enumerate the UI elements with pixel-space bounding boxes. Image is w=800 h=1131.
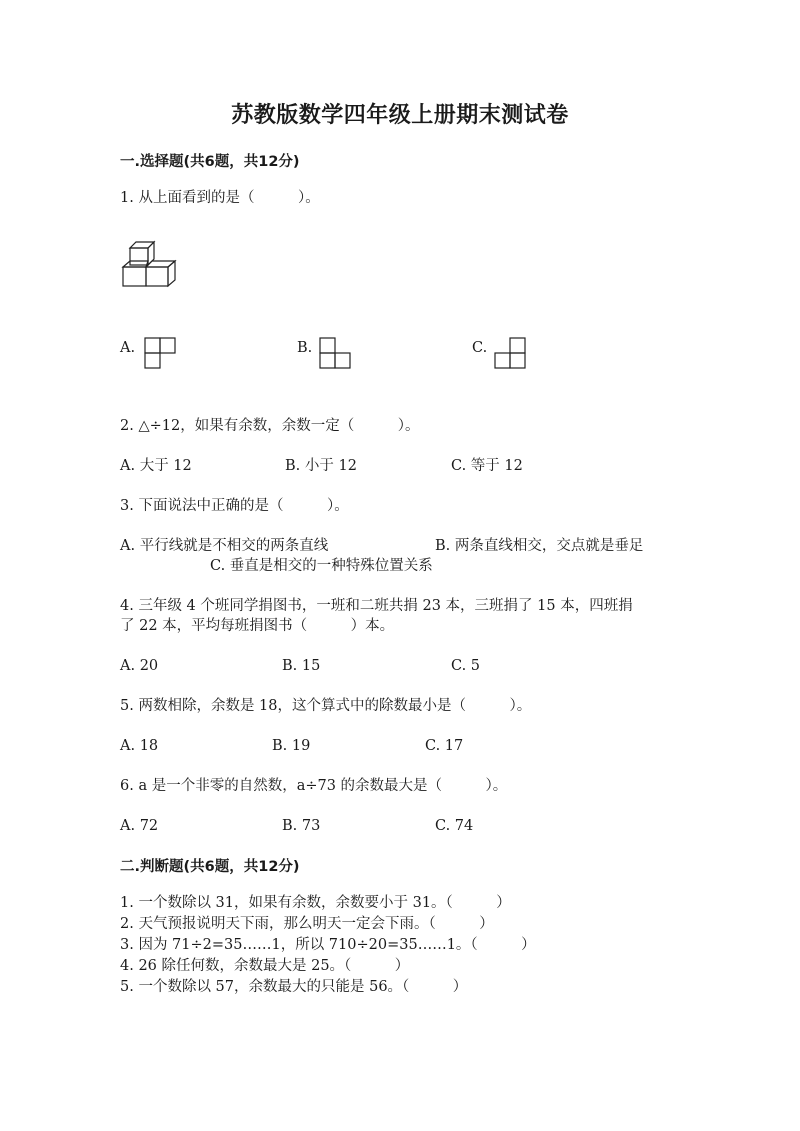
question-1-option-b: B. bbox=[297, 340, 313, 356]
question-5-option-c: C. 17 bbox=[425, 738, 464, 754]
option-c-view-figure bbox=[493, 336, 529, 370]
judgement-item-3: 3. 因为 71÷2=35……1，所以 710÷20=35……1。（ ） bbox=[120, 937, 536, 953]
question-6-option-c: C. 74 bbox=[435, 818, 474, 834]
question-5-option-b: B. 19 bbox=[272, 738, 311, 754]
question-3-option-c: C. 垂直是相交的一种特殊位置关系 bbox=[210, 558, 433, 574]
question-2-text: 2. △÷12，如果有余数，余数一定（ ）。 bbox=[120, 418, 420, 434]
judgement-item-4: 4. 26 除任何数，余数最大是 25。（ ） bbox=[120, 958, 410, 974]
question-2-option-b: B. 小于 12 bbox=[285, 458, 357, 474]
option-a-view-figure bbox=[143, 336, 177, 370]
question-6-text: 6. a 是一个非零的自然数，a÷73 的余数最大是（ ）。 bbox=[120, 778, 508, 794]
question-4-text-line-1: 4. 三年级 4 个班同学捐图书，一班和二班共捐 23 本，三班捐了 15 本，四班捐 bbox=[120, 598, 633, 614]
question-4-text-line-2: 了 22 本，平均每班捐图书（ ）本。 bbox=[120, 618, 395, 634]
question-6-option-a: A. 72 bbox=[120, 818, 159, 834]
cube-stack-figure bbox=[120, 240, 182, 290]
section-heading-multiple-choice: 一.选择题(共6题，共12分) bbox=[120, 154, 300, 170]
question-6-option-b: B. 73 bbox=[282, 818, 321, 834]
page-title: 苏教版数学四年级上册期末测试卷 bbox=[231, 102, 569, 128]
question-1-text: 1. 从上面看到的是（ ）。 bbox=[120, 190, 320, 206]
judgement-item-2: 2. 天气预报说明天下雨，那么明天一定会下雨。（ ） bbox=[120, 916, 494, 932]
question-3-option-b: B. 两条直线相交，交点就是垂足 bbox=[435, 538, 644, 554]
question-1-option-a: A. bbox=[120, 340, 136, 356]
judgement-item-5: 5. 一个数除以 57，余数最大的只能是 56。（ ） bbox=[120, 979, 468, 995]
option-b-view-figure bbox=[318, 336, 354, 370]
question-2-option-c: C. 等于 12 bbox=[451, 458, 523, 474]
question-4-option-b: B. 15 bbox=[282, 658, 321, 674]
question-5-text: 5. 两数相除，余数是 18，这个算式中的除数最小是（ ）。 bbox=[120, 698, 532, 714]
question-3-option-a: A. 平行线就是不相交的两条直线 bbox=[120, 538, 329, 554]
question-5-option-a: A. 18 bbox=[120, 738, 159, 754]
question-1-option-c: C. bbox=[472, 340, 488, 356]
question-4-option-c: C. 5 bbox=[451, 658, 481, 674]
question-3-text: 3. 下面说法中正确的是（ ）。 bbox=[120, 498, 349, 514]
question-2-option-a: A. 大于 12 bbox=[120, 458, 192, 474]
section-heading-true-false: 二.判断题(共6题，共12分) bbox=[120, 859, 300, 875]
question-4-option-a: A. 20 bbox=[120, 658, 159, 674]
judgement-item-1: 1. 一个数除以 31，如果有余数，余数要小于 31。（ ） bbox=[120, 895, 511, 911]
